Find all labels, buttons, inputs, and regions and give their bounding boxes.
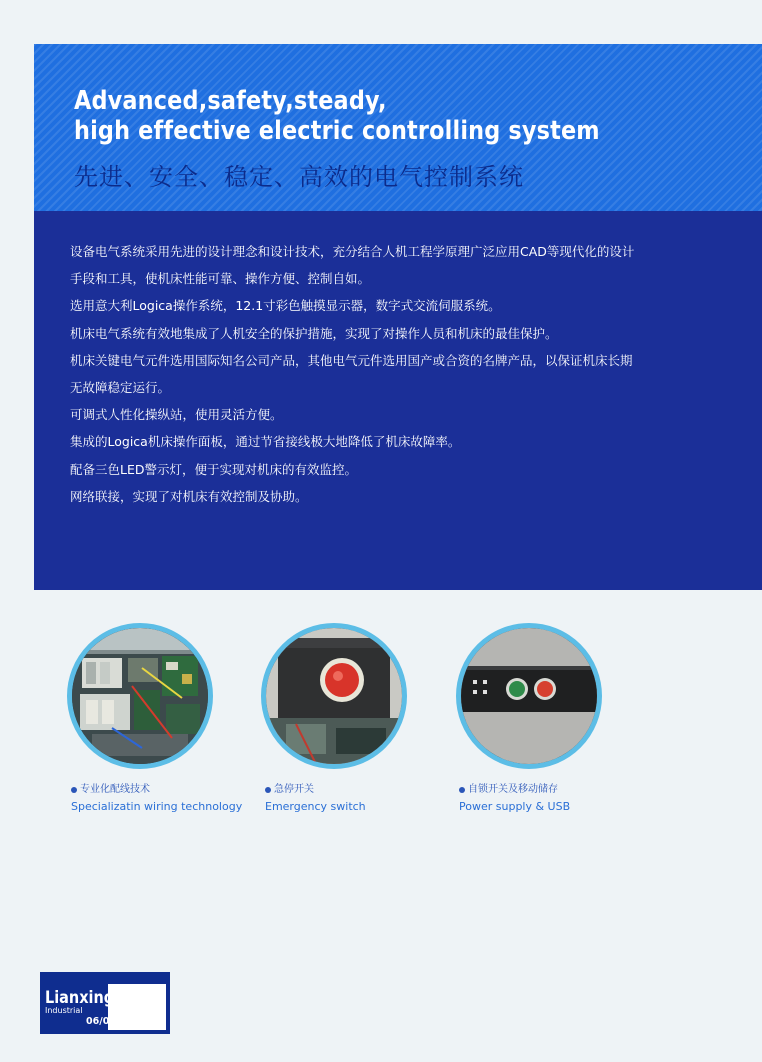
bullet-icon <box>265 787 271 793</box>
brand-subtitle: Industrial <box>45 1006 83 1015</box>
feature-caption-wiring <box>71 783 242 815</box>
caption-cn: 自锁开关及移动储存 <box>468 784 558 795</box>
description-text <box>70 238 750 510</box>
power-usb-photo <box>456 623 602 769</box>
caption-en: Specializatin wiring technology <box>71 800 243 813</box>
feature-caption-emergency <box>265 783 366 815</box>
paragraph: 机床关键电气元件选用国际知名公司产品，其他电气元件选用国产或合资的名牌产品，以保证机床长期 <box>70 352 633 368</box>
caption-en: Power supply & USB <box>459 800 571 813</box>
paragraph: 手段和工具，使机床性能可靠、操作方便、控制自如。 <box>70 271 371 287</box>
paragraph: 无故障稳定运行。 <box>70 380 171 396</box>
title-en-line1: Advanced,safety,steady, <box>74 86 387 116</box>
brand-logo <box>40 972 170 1034</box>
header-band <box>34 44 762 211</box>
emergency-switch-image <box>266 628 402 764</box>
bullet-icon <box>71 787 77 793</box>
paragraph: 机床电气系统有效地集成了人机安全的保护措施，实现了对操作人员和机床的最佳保护。 <box>70 325 558 341</box>
paragraph: 配备三色LED警示灯，便于实现对机床的有效监控。 <box>70 461 357 477</box>
paragraph: 网络联接，实现了对机床有效控制及协助。 <box>70 488 308 504</box>
paragraph: 集成的Logica机床操作面板，通过节省接线极大地降低了机床故障率。 <box>70 434 461 450</box>
brand-name: Lianxing <box>45 988 115 1008</box>
power-usb-image <box>461 628 597 764</box>
page-number: 06/07 <box>86 1016 116 1027</box>
paragraph: 设备电气系统采用先进的设计理念和设计技术，充分结合人机工程学原理广泛应用CAD等现代化的设计 <box>70 244 635 259</box>
paragraph: 可调式人性化操纵站，使用灵活方便。 <box>70 407 283 423</box>
caption-cn: 急停开关 <box>274 784 314 795</box>
emergency-switch-photo <box>261 623 407 769</box>
page-title-cn: 先进、安全、稳定、高效的电气控制系统 <box>74 163 524 191</box>
caption-en: Emergency switch <box>265 800 366 813</box>
page-title-en <box>74 86 600 146</box>
title-en-line2: high effective electric controlling system <box>74 116 600 146</box>
paragraph: 选用意大利Logica操作系统，12.1寸彩色触摸显示器，数字式交流伺服系统。 <box>70 298 501 314</box>
bullet-icon <box>459 787 465 793</box>
caption-cn: 专业化配线技术 <box>80 784 150 795</box>
feature-caption-power <box>459 783 570 815</box>
wiring-image <box>72 628 208 764</box>
wiring-photo <box>67 623 213 769</box>
description-panel <box>34 211 762 590</box>
